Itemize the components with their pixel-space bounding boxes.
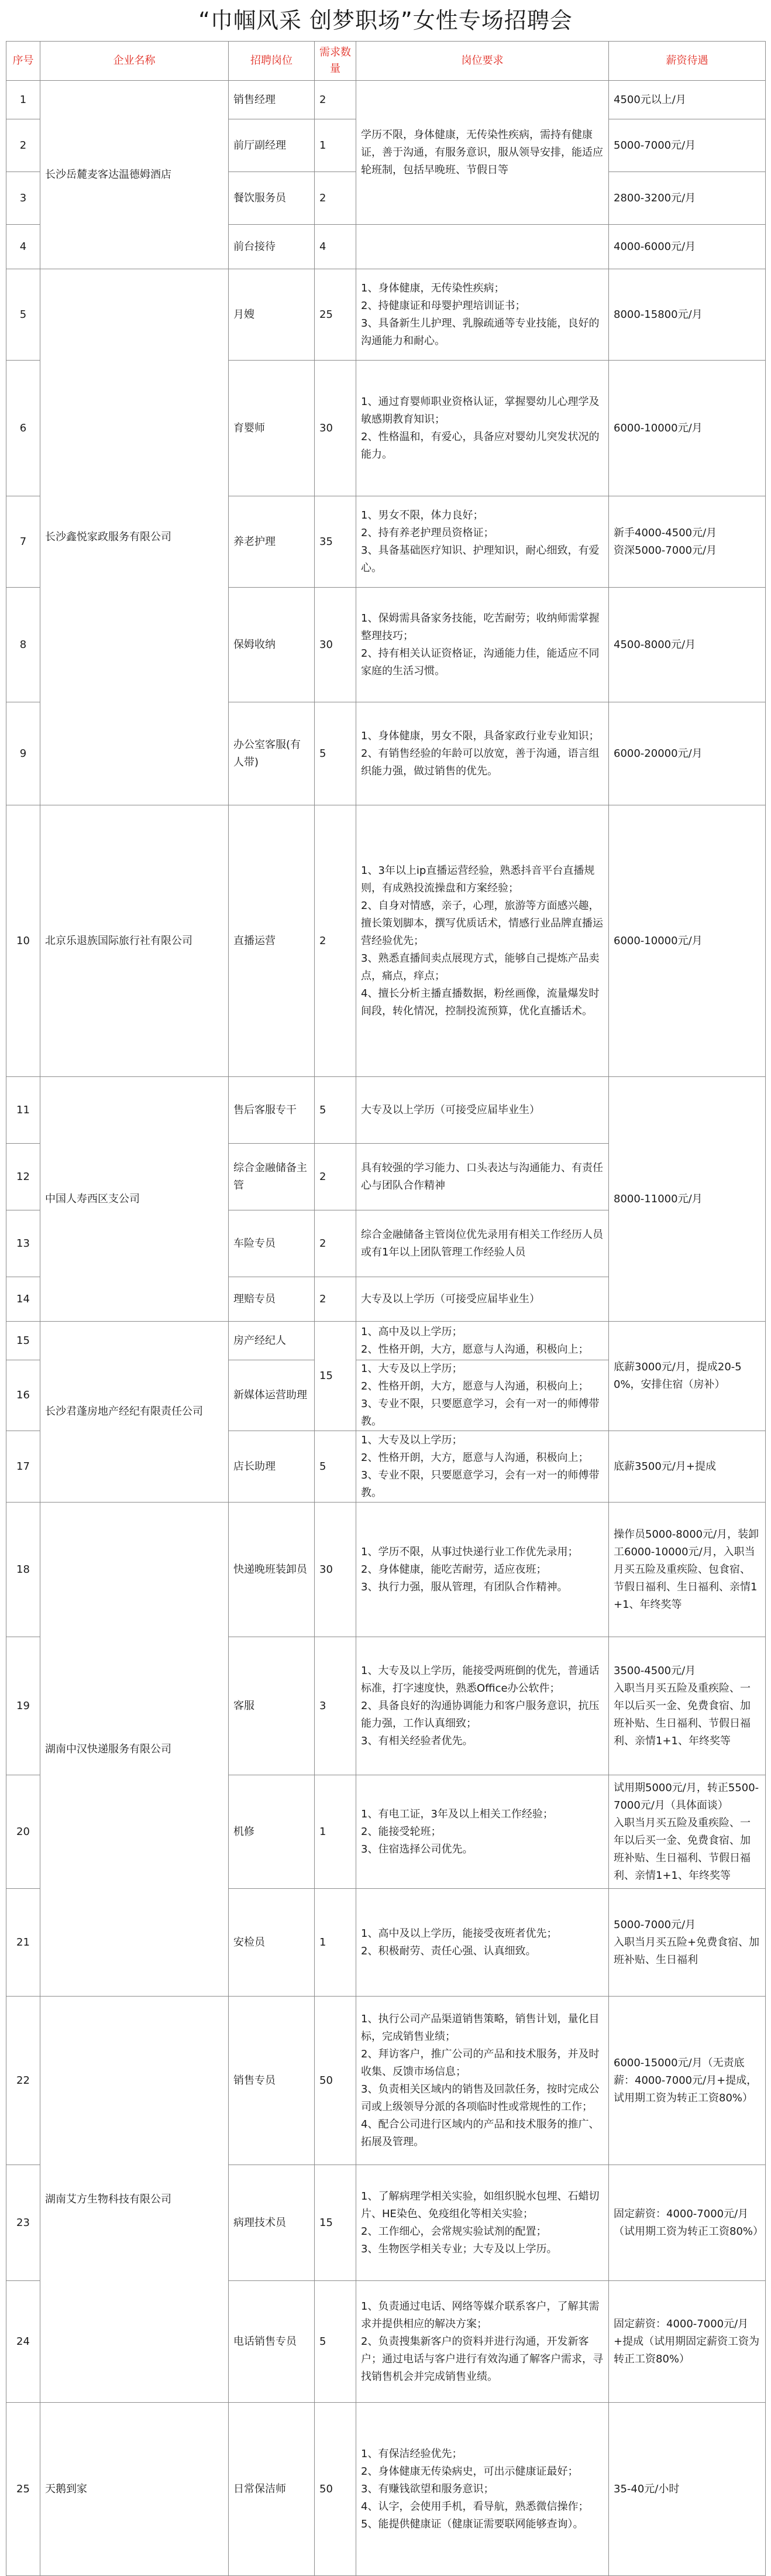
row-number: 15	[6, 1322, 40, 1360]
job-requirements: 1、身体健康，无传染性疾病； 2、持健康证和母婴护理培训证书； 3、具备新生儿护理、乳腺疏通等专业技能，良好的沟通能力和耐心。	[356, 269, 609, 361]
table-row	[6, 2403, 766, 2576]
job-requirements: 1、保姆需具备家务技能，吃苦耐劳；收纳师需掌握整理技巧； 2、持有相关认证资格证，沟通能力佳，能适应不同家庭的生活习惯。	[356, 588, 609, 702]
row-number: 13	[6, 1210, 40, 1277]
headcount: 2	[315, 1144, 356, 1210]
job-requirements	[356, 225, 609, 269]
row-number: 10	[6, 805, 40, 1077]
headcount: 5	[315, 1077, 356, 1144]
page-title: “巾帼风采 创梦职场”女性专场招聘会	[198, 8, 573, 33]
headcount: 5	[315, 1431, 356, 1503]
salary: 固定薪资：4000-7000元/月+提成（试用期固定薪资工资为转正工资80%）	[609, 2281, 766, 2403]
header-company: 企业名称	[40, 42, 229, 81]
row-number: 9	[6, 702, 40, 805]
salary: 底薪3500元/月+提成	[609, 1431, 766, 1503]
headcount: 35	[315, 496, 356, 588]
job-requirements: 1、男女不限，体力良好； 2、持有养老护理员资格证； 3、具备基础医疗知识、护理知识，耐心细致，有爱心。	[356, 496, 609, 588]
row-number: 1	[6, 81, 40, 119]
job-requirements: 1、学历不限，从事过快递行业工作优先录用； 2、身体健康，能吃苦耐劳，适应夜班； 3、执行力强，服从管理，有团队合作精神。	[356, 1503, 609, 1637]
salary: 新手4000-4500元/月 资深5000-7000元/月	[609, 496, 766, 588]
headcount: 4	[315, 225, 356, 269]
table-row	[6, 805, 766, 1077]
job-post: 机修	[229, 1775, 315, 1889]
row-number: 17	[6, 1431, 40, 1503]
salary: 试用期5000元/月，转正5500-7000元/月（具体面谈） 入职当月买五险及重疾险、一年以后买一金、免费食宿、加班补贴、生日福利、节假日福利、亲情1+1、年终奖等	[609, 1775, 766, 1889]
headcount: 30	[315, 588, 356, 702]
table-row	[6, 1503, 766, 1637]
table-row	[6, 81, 766, 119]
table-row	[6, 1077, 766, 1144]
headcount: 30	[315, 361, 356, 496]
job-requirements: 1、有保洁经验优先； 2、身体健康无传染病史，可出示健康证最好； 3、有赚钱欲望和服务意识； 4、认字，会使用手机，看导航，熟悉微信操作； 5、能提供健康证（健康证需要联网能够查询）。	[356, 2403, 609, 2576]
job-post: 养老护理	[229, 496, 315, 588]
row-number: 2	[6, 119, 40, 172]
row-number: 21	[6, 1889, 40, 1997]
company-name: 北京乐退族国际旅行社有限公司	[40, 805, 229, 1077]
header-requirements: 岗位要求	[356, 42, 609, 81]
headcount: 1	[315, 119, 356, 172]
salary: 35-40元/小时	[609, 2403, 766, 2576]
headcount: 30	[315, 1503, 356, 1637]
headcount: 5	[315, 2281, 356, 2403]
header-salary: 薪资待遇	[609, 42, 766, 81]
row-number: 22	[6, 1997, 40, 2165]
headcount: 50	[315, 1997, 356, 2165]
row-number: 8	[6, 588, 40, 702]
headcount: 2	[315, 1210, 356, 1277]
salary: 4000-6000元/月	[609, 225, 766, 269]
header-qty: 需求数量	[315, 42, 356, 81]
salary: 8000-11000元/月	[609, 1077, 766, 1322]
job-requirements: 1、大专及以上学历； 2、性格开朗，大方，愿意与人沟通，积极向上； 3、专业不限，只要愿意学习，会有一对一的师傅带教。	[356, 1431, 609, 1503]
salary: 固定薪资：4000-7000元/月（试用期工资为转正工资80%）	[609, 2165, 766, 2281]
job-requirements: 1、身体健康，男女不限，具备家政行业专业知识； 2、有销售经验的年龄可以放宽，善于沟通，语言组织能力强，做过销售的优先。	[356, 702, 609, 805]
company-name: 长沙岳麓麦客达温德姆酒店	[40, 81, 229, 269]
job-post: 电话销售专员	[229, 2281, 315, 2403]
job-post: 客服	[229, 1637, 315, 1775]
headcount: 1	[315, 1889, 356, 1997]
job-post: 病理技术员	[229, 2165, 315, 2281]
headcount: 2	[315, 1277, 356, 1322]
job-post: 快递晚班装卸员	[229, 1503, 315, 1637]
row-number: 11	[6, 1077, 40, 1144]
job-requirements: 1、了解病理学相关实验，如组织脱水包埋、石蜡切片、HE染色、免疫组化等相关实验； 2、工作细心，会常规实验试剂的配置； 3、生物医学相关专业；大专及以上学历。	[356, 2165, 609, 2281]
job-post: 育婴师	[229, 361, 315, 496]
company-name: 中国人寿西区支公司	[40, 1077, 229, 1322]
job-requirements: 1、3年以上ip直播运营经验，熟悉抖音平台直播规则，有成熟投流操盘和方案经验； 2、自身对情感，亲子，心理，旅游等方面感兴趣，擅长策划脚本，撰写优质话术，情感行业品牌直播运营经验优先； 3、熟悉直播间卖点展现方式，能够自己提炼产品卖点，痛点，痒点； 4、擅长分析主播直播数据，粉丝画像，流量爆发时间段，转化情况，控制投流预算，优化直播话术。	[356, 805, 609, 1077]
job-requirements: 大专及以上学历（可接受应届毕业生）	[356, 1277, 609, 1322]
company-name: 湖南艾方生物科技有限公司	[40, 1997, 229, 2403]
job-requirements: 1、高中及以上学历，能接受夜班者优先； 2、积极耐劳、责任心强、认真细致。	[356, 1889, 609, 1997]
recruitment-table	[6, 41, 766, 2576]
salary: 6000-15000元/月（无责底薪：4000-7000元/月+提成，试用期工资为转正工资80%）	[609, 1997, 766, 2165]
company-name: 长沙君蓬房地产经纪有限责任公司	[40, 1322, 229, 1503]
row-number: 7	[6, 496, 40, 588]
salary: 3500-4500元/月 入职当月买五险及重疾险、一年以后买一金、免费食宿、加班补贴、生日福利、节假日福利、亲情1+1、年终奖等	[609, 1637, 766, 1775]
job-post: 销售专员	[229, 1997, 315, 2165]
job-post: 店长助理	[229, 1431, 315, 1503]
headcount: 15	[315, 2165, 356, 2281]
headcount: 3	[315, 1637, 356, 1775]
row-number: 4	[6, 225, 40, 269]
headcount: 1	[315, 1775, 356, 1889]
row-number: 25	[6, 2403, 40, 2576]
job-post: 日常保洁师	[229, 2403, 315, 2576]
salary: 8000-15800元/月	[609, 269, 766, 361]
company-name: 长沙鑫悦家政服务有限公司	[40, 269, 229, 805]
job-post: 综合金融储备主管	[229, 1144, 315, 1210]
job-requirements: 1、大专及以上学历； 2、性格开朗，大方，愿意与人沟通，积极向上； 3、专业不限，只要愿意学习，会有一对一的师傅带教。	[356, 1360, 609, 1431]
salary: 6000-20000元/月	[609, 702, 766, 805]
job-requirements: 学历不限，身体健康，无传染性疾病，需持有健康证，善于沟通，有服务意识，服从领导安排，能适应轮班制，包括早晚班、节假日等	[356, 81, 609, 225]
company-name: 湖南中汉快递服务有限公司	[40, 1503, 229, 1997]
row-number: 3	[6, 172, 40, 225]
company-name: 天鹅到家	[40, 2403, 229, 2576]
job-requirements: 1、高中及以上学历； 2、性格开朗，大方，愿意与人沟通，积极向上；	[356, 1322, 609, 1360]
row-number: 14	[6, 1277, 40, 1322]
row-number: 12	[6, 1144, 40, 1210]
headcount: 2	[315, 81, 356, 119]
job-requirements: 1、执行公司产品渠道销售策略，销售计划，量化目标，完成销售业绩； 2、拜访客户，推广公司的产品和技术服务，并及时收集、反馈市场信息； 3、负责相关区域内的销售及回款任务，按时完成公司或上级领导分派的各项临时性或常规性的工作； 4、配合公司进行区域内的产品和技术服务的推广、拓展及管理。	[356, 1997, 609, 2165]
job-post: 房产经纪人	[229, 1322, 315, 1360]
salary: 5000-7000元/月	[609, 119, 766, 172]
job-post: 理赔专员	[229, 1277, 315, 1322]
headcount: 5	[315, 702, 356, 805]
job-post: 直播运营	[229, 805, 315, 1077]
job-post: 办公室客服(有人带)	[229, 702, 315, 805]
job-post: 月嫂	[229, 269, 315, 361]
row-number: 16	[6, 1360, 40, 1431]
header-no: 序号	[6, 42, 40, 81]
headcount: 2	[315, 805, 356, 1077]
headcount: 15	[315, 1322, 356, 1431]
job-post: 餐饮服务员	[229, 172, 315, 225]
salary: 6000-10000元/月	[609, 361, 766, 496]
job-requirements: 1、大专及以上学历，能接受两班倒的优先，普通话标准，打字速度快，熟悉Office办公软件； 2、具备良好的沟通协调能力和客户服务意识，抗压能力强，工作认真细致； 3、有相关经验者优先。	[356, 1637, 609, 1775]
header-post: 招聘岗位	[229, 42, 315, 81]
job-requirements: 1、通过育婴师职业资格认证，掌握婴幼儿心理学及敏感期教育知识； 2、性格温和，有爱心，具备应对婴幼儿突发状况的能力。	[356, 361, 609, 496]
job-post: 新媒体运营助理	[229, 1360, 315, 1431]
headcount: 25	[315, 269, 356, 361]
table-row	[6, 269, 766, 361]
job-post: 保姆收纳	[229, 588, 315, 702]
salary: 操作员5000-8000元/月，装卸工6000-10000元/月，入职当月买五险及重疾险、包食宿、节假日福利、生日福利、亲情1+1、年终奖等	[609, 1503, 766, 1637]
job-requirements: 综合金融储备主管岗位优先录用有相关工作经历人员或有1年以上团队管理工作经验人员	[356, 1210, 609, 1277]
job-post: 安检员	[229, 1889, 315, 1997]
job-requirements: 具有较强的学习能力、口头表达与沟通能力、有责任心与团队合作精神	[356, 1144, 609, 1210]
headcount: 50	[315, 2403, 356, 2576]
row-number: 23	[6, 2165, 40, 2281]
salary: 6000-10000元/月	[609, 805, 766, 1077]
job-requirements: 1、负责通过电话、网络等媒介联系客户，了解其需求并提供相应的解决方案； 2、负责搜集新客户的资料并进行沟通，开发新客户；通过电话与客户进行有效沟通了解客户需求，寻找销售机会并完成销售业绩。	[356, 2281, 609, 2403]
salary: 5000-7000元/月 入职当月买五险+免费食宿、加班补贴、生日福利	[609, 1889, 766, 1997]
job-requirements: 大专及以上学历（可接受应届毕业生）	[356, 1077, 609, 1144]
row-number: 18	[6, 1503, 40, 1637]
job-requirements: 1、有电工证，3年及以上相关工作经验； 2、能接受轮班； 3、住宿选择公司优先。	[356, 1775, 609, 1889]
table-row	[6, 1322, 766, 1360]
headcount: 2	[315, 172, 356, 225]
job-post: 前厅副经理	[229, 119, 315, 172]
job-post: 销售经理	[229, 81, 315, 119]
row-number: 19	[6, 1637, 40, 1775]
salary: 4500-8000元/月	[609, 588, 766, 702]
row-number: 20	[6, 1775, 40, 1889]
salary: 4500元以上/月	[609, 81, 766, 119]
row-number: 5	[6, 269, 40, 361]
table-header-row	[6, 42, 766, 81]
job-post: 售后客服专干	[229, 1077, 315, 1144]
salary: 底薪3000元/月，提成20-50%，安排住宿（房补）	[609, 1322, 766, 1431]
job-post: 前台接待	[229, 225, 315, 269]
table-row	[6, 1997, 766, 2165]
salary: 2800-3200元/月	[609, 172, 766, 225]
job-post: 车险专员	[229, 1210, 315, 1277]
row-number: 24	[6, 2281, 40, 2403]
row-number: 6	[6, 361, 40, 496]
